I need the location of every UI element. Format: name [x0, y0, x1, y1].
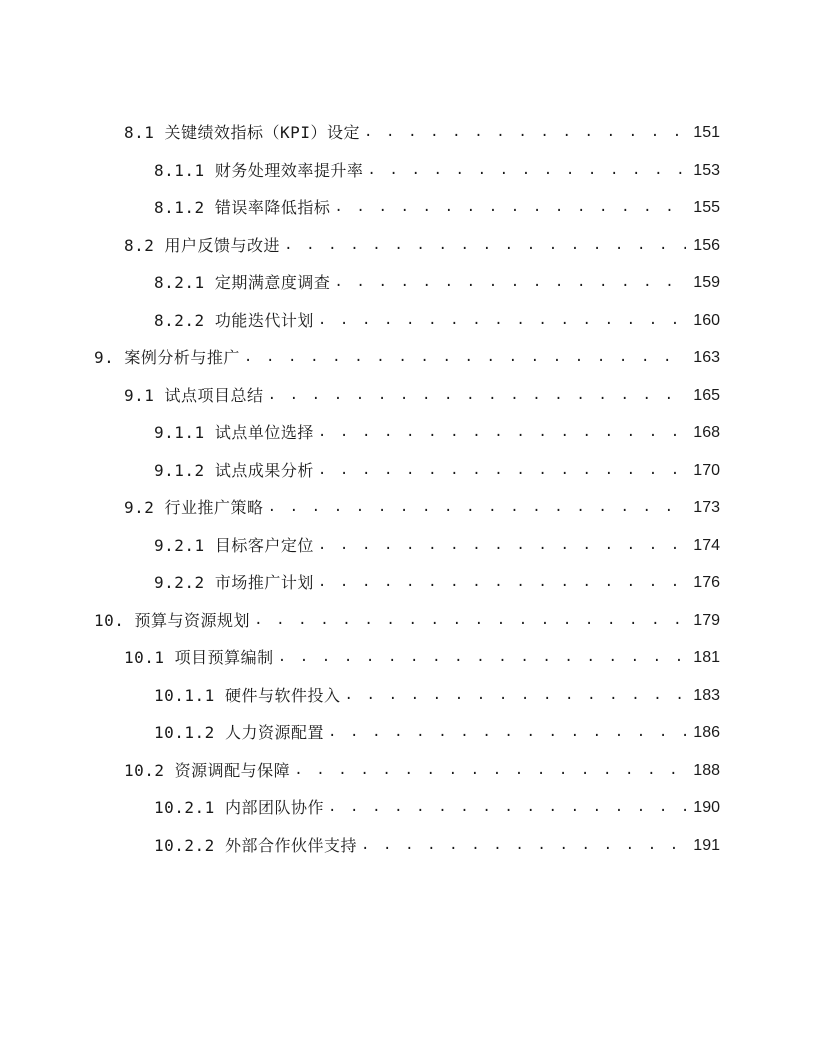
toc-entry-title: 9.2.2 市场推广计划 — [154, 573, 314, 592]
dot-leader — [318, 302, 686, 340]
dot-leader — [254, 602, 686, 640]
dot-leader — [334, 189, 686, 227]
toc-entry[interactable] — [124, 114, 720, 152]
toc-entry[interactable] — [124, 639, 720, 677]
dot-leader — [367, 152, 686, 190]
toc-entry-title: 10.2 资源调配与保障 — [124, 760, 291, 780]
toc-entry[interactable] — [154, 302, 720, 340]
toc-entry[interactable] — [154, 827, 720, 865]
toc-page-number: 151 — [693, 124, 720, 141]
toc-entry-title: 10.1 项目预算编制 — [124, 648, 274, 667]
dot-leader — [328, 714, 686, 752]
toc-entry-title: 10.2.1 内部团队协作 — [154, 798, 324, 817]
toc-entry[interactable] — [154, 152, 720, 190]
toc-entry-title: 9.2 行业推广策略 — [124, 498, 264, 517]
dot-leader — [318, 452, 686, 490]
toc-entry[interactable] — [154, 189, 720, 227]
toc-page-number: 173 — [693, 499, 720, 516]
dot-leader — [284, 227, 686, 265]
dot-leader — [318, 527, 686, 565]
toc-entry[interactable] — [154, 414, 720, 452]
toc-entry-title: 10.1.1 硬件与软件投入 — [154, 685, 341, 705]
toc-page-number: 190 — [693, 799, 720, 816]
dot-leader — [364, 114, 686, 152]
dot-leader — [361, 827, 686, 865]
toc-entry-title: 8.2.1 定期满意度调查 — [154, 273, 331, 292]
toc-page-number: 176 — [693, 574, 720, 591]
toc-entry-title: 9.1.2 试点成果分析 — [154, 460, 314, 480]
toc-page-number: 170 — [693, 461, 720, 479]
dot-leader — [318, 414, 686, 452]
toc-entry-title: 8.2.2 功能迭代计划 — [154, 310, 314, 330]
toc-entry[interactable] — [124, 752, 720, 790]
dot-leader — [328, 789, 686, 827]
toc-entry[interactable] — [94, 602, 720, 640]
toc-entry[interactable] — [94, 339, 720, 377]
dot-leader — [344, 677, 686, 715]
toc-entry[interactable] — [154, 264, 720, 302]
toc-entry[interactable] — [154, 789, 720, 827]
toc-page-number: 160 — [693, 311, 720, 329]
dot-leader — [278, 639, 686, 677]
toc-page-number: 191 — [693, 836, 720, 854]
toc-page-number: 174 — [693, 536, 720, 554]
toc-page-number: 181 — [693, 649, 720, 666]
dot-leader — [268, 489, 686, 527]
toc-entry[interactable] — [154, 527, 720, 565]
toc-page-number: 153 — [693, 161, 720, 179]
toc-entry[interactable] — [154, 714, 720, 752]
toc-entry[interactable] — [154, 452, 720, 490]
toc-page-number: 163 — [693, 349, 720, 366]
toc-page-number: 183 — [693, 686, 720, 704]
toc-page-number: 155 — [693, 199, 720, 216]
toc-entry[interactable] — [154, 564, 720, 602]
toc-page-number: 179 — [693, 611, 720, 629]
toc-page-number: 165 — [693, 386, 720, 404]
toc-entry-title: 9. 案例分析与推广 — [94, 348, 240, 367]
dot-leader — [244, 339, 686, 377]
toc-entry[interactable] — [124, 227, 720, 265]
dot-leader — [334, 264, 686, 302]
toc-page-number: 159 — [693, 274, 720, 291]
toc-page-number: 168 — [693, 424, 720, 441]
toc-entry-title: 8.2 用户反馈与改进 — [124, 235, 281, 255]
toc-entry-title: 9.2.1 目标客户定位 — [154, 535, 314, 555]
toc-entry-title: 8.1 关键绩效指标（KPI）设定 — [124, 123, 360, 142]
toc-entry-title: 9.1 试点项目总结 — [124, 385, 264, 405]
toc-entry-title: 8.1.2 错误率降低指标 — [154, 198, 331, 217]
toc-entry-title: 9.1.1 试点单位选择 — [154, 423, 314, 442]
toc-page-number: 188 — [693, 761, 720, 779]
table-of-contents — [0, 114, 816, 864]
dot-leader — [268, 377, 686, 415]
toc-page-number: 186 — [693, 724, 720, 741]
toc-entry-title: 10.2.2 外部合作伙伴支持 — [154, 835, 357, 855]
toc-entry-title: 10.1.2 人力资源配置 — [154, 723, 324, 742]
toc-entry-title: 10. 预算与资源规划 — [94, 610, 251, 630]
dot-leader — [318, 564, 686, 602]
toc-entry[interactable] — [124, 489, 720, 527]
dot-leader — [294, 752, 686, 790]
toc-page-number: 156 — [693, 236, 720, 254]
toc-entry[interactable] — [154, 677, 720, 715]
toc-entry[interactable] — [124, 377, 720, 415]
toc-entry-title: 8.1.1 财务处理效率提升率 — [154, 160, 364, 180]
